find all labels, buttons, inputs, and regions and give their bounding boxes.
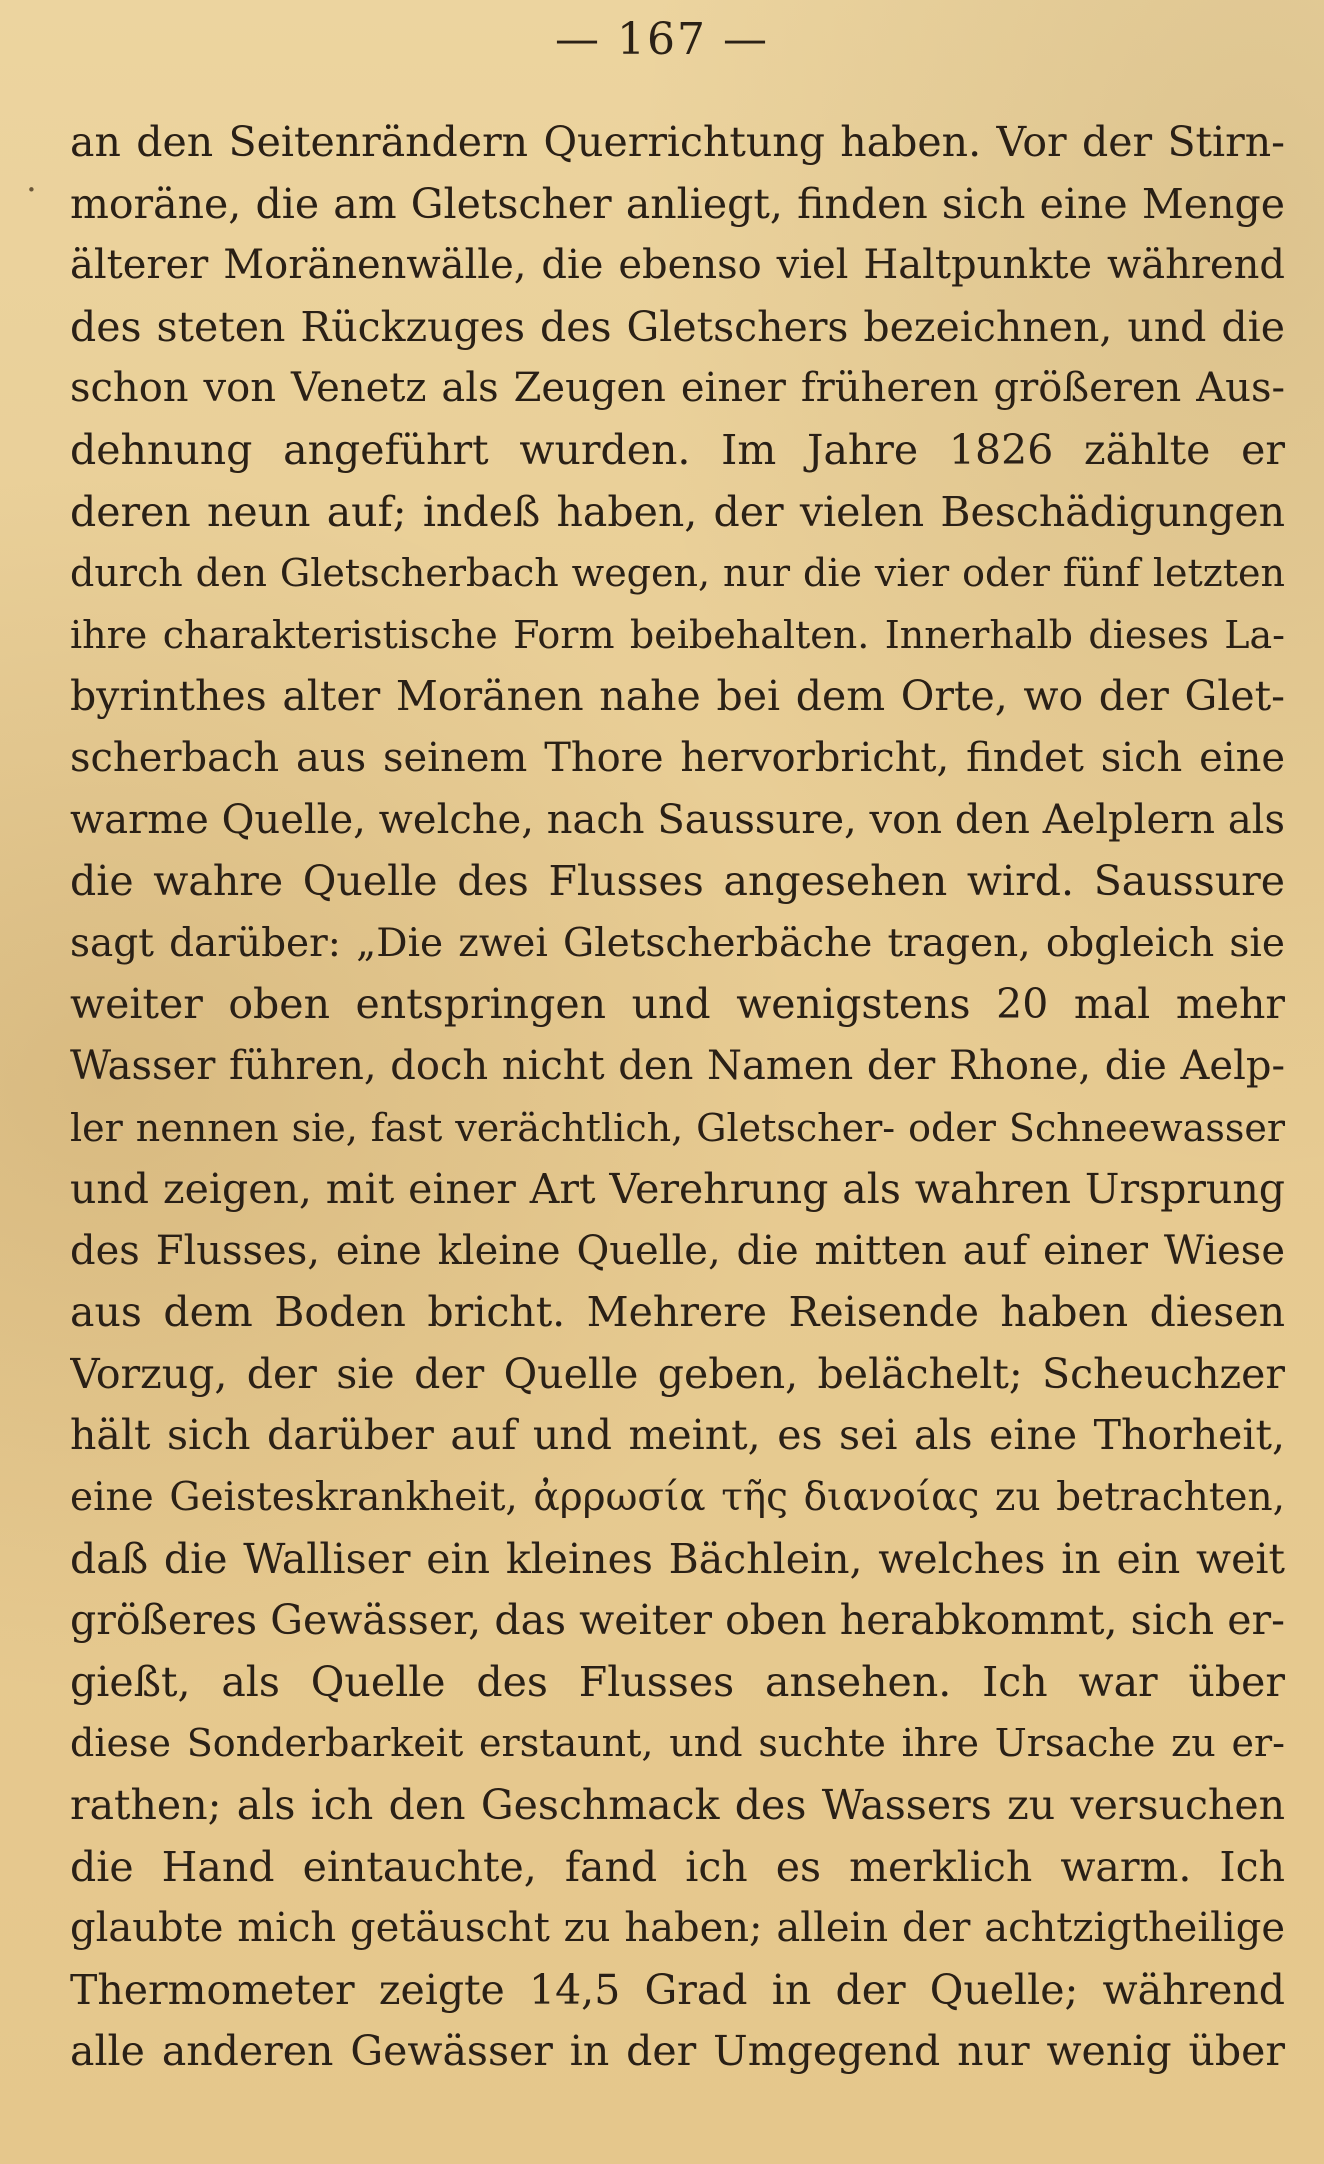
text-line: die wahre Quelle des Flusses angesehen wird. Saussure xyxy=(70,857,1285,906)
body-text xyxy=(70,112,1285,2083)
text-line: sagt darüber: „Die zwei Gletscherbäche tragen, obgleich sie xyxy=(70,920,1285,966)
text-line: warme Quelle, welche, nach Saussure, von den Aelplern als xyxy=(70,796,1285,843)
text-line: scherbach aus seinem Thore hervorbricht, findet sich eine xyxy=(70,734,1285,781)
text-line: Wasser führen, doch nicht den Namen der Rhone, die Aelp- xyxy=(70,1042,1285,1089)
text-line: deren neun auf; indeß haben, der vielen Beschädigungen xyxy=(70,487,1285,536)
text-line: alle anderen Gewässer in der Umgegend nur wenig über xyxy=(70,2027,1285,2076)
text-line: daß die Walliser ein kleines Bächlein, welches in ein weit xyxy=(70,1534,1285,1583)
text-line: diese Sonderbarkeit erstaunt, und suchte ihre Ursache zu er- xyxy=(70,1721,1285,1766)
text-line: die Hand eintauchte, fand ich es merklich warm. Ich xyxy=(70,1842,1285,1891)
text-line: älterer Moränenwälle, die ebenso viel Haltpunkte während xyxy=(70,242,1285,289)
text-line: dehnung angeführt wurden. Im Jahre 1826 zählte er xyxy=(70,425,1285,474)
text-line: moräne, die am Gletscher anliegt, finden sich eine Menge xyxy=(70,179,1285,228)
text-line: schon von Venetz als Zeugen einer früheren größeren Aus- xyxy=(70,365,1285,412)
page-number: — 167 — xyxy=(555,14,769,65)
text-line: des Flusses, eine kleine Quelle, die mitten auf einer Wiese xyxy=(70,1227,1285,1274)
text-line: gießt, als Quelle des Flusses ansehen. Ich war über xyxy=(70,1657,1285,1706)
text-line: aus dem Boden bricht. Mehrere Reisende haben diesen xyxy=(70,1288,1285,1337)
text-line: rathen; als ich den Geschmack des Wassers zu versuchen xyxy=(70,1781,1285,1830)
text-line: weiter oben entspringen und wenigstens 20 mal mehr xyxy=(70,980,1285,1029)
text-line: durch den Gletscherbach wegen, nur die vier oder fünf letzten xyxy=(70,551,1285,596)
text-line: hält sich darüber auf und meint, es sei als eine Thorheit, xyxy=(70,1411,1285,1460)
text-line: glaubte mich getäuscht zu haben; allein der achtzigtheilige xyxy=(70,1905,1285,1952)
text-line: und zeigen, mit einer Art Verehrung als wahren Ursprung xyxy=(70,1165,1285,1214)
text-line: des steten Rückzuges des Gletschers bezeichnen, und die xyxy=(70,302,1285,351)
margin-mark: . xyxy=(26,160,37,200)
text-line: eine Geisteskrankheit, ἀρρωσία τῆς διανοίας zu betrachten, xyxy=(70,1475,1285,1521)
text-line: ihre charakteristische Form beibehalten. Innerhalb dieses La- xyxy=(70,612,1285,657)
text-line: Vorzug, der sie der Quelle geben, belächelt; Scheuchzer xyxy=(70,1349,1285,1398)
text-line: an den Seitenrändern Querrichtung haben. Vor der Stirn- xyxy=(70,118,1285,166)
text-line: Thermometer zeigte 14,5 Grad in der Quelle; während xyxy=(70,1965,1285,2014)
text-line: byrinthes alter Moränen nahe bei dem Orte, wo der Glet- xyxy=(70,672,1285,721)
text-line: ler nennen sie, fast verächtlich, Gletscher- oder Schneewasser xyxy=(70,1105,1285,1150)
text-line: größeres Gewässer, das weiter oben herabkommt, sich er- xyxy=(70,1596,1285,1645)
